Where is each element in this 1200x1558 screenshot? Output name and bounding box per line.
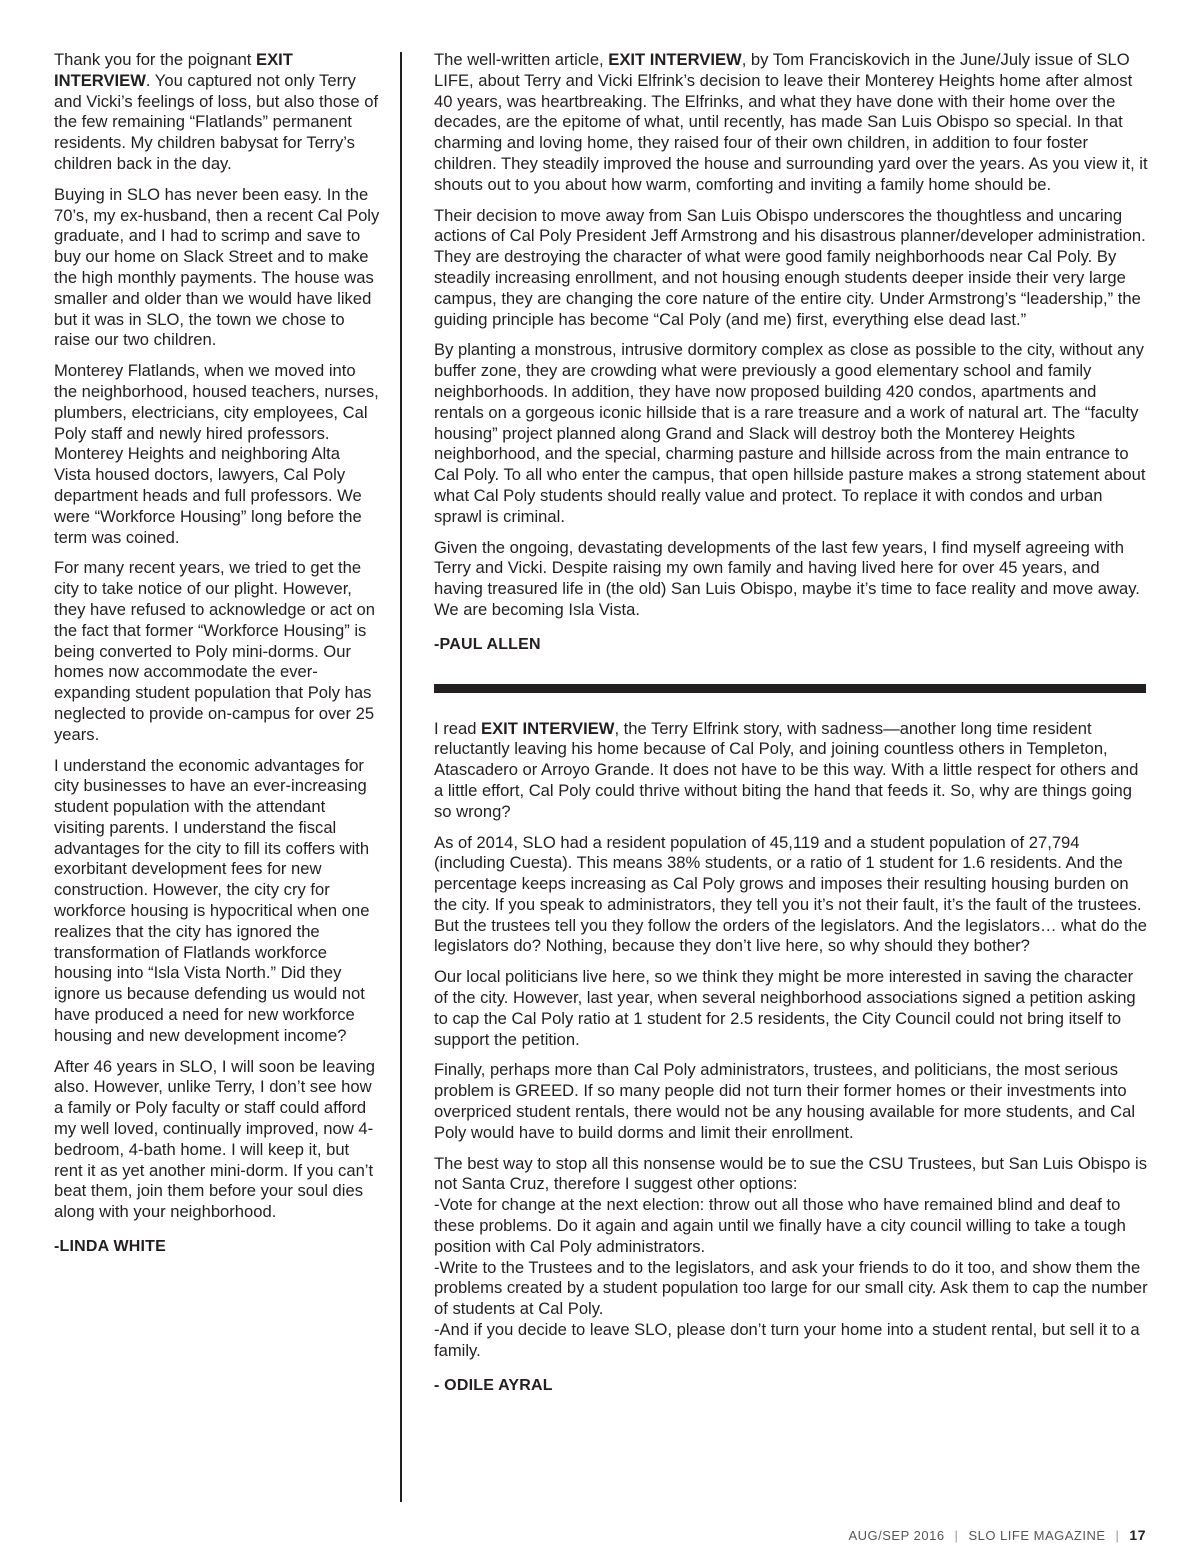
option-item: -And if you decide to leave SLO, please don’t turn your home into a student rental, but sell it to a family. (434, 1320, 1140, 1360)
letter-3-paragraph: Our local politicians live here, so we think they might be more interested in saving the character of the city. However, last year, when several neighborhood associations signed a petition asking to cap the Cal Poly ratio at 1 student for 2.5 residents, the City Council could not bring itself to support the petition. (434, 967, 1136, 1049)
letter-2-paragraph: The well-written article, EXIT INTERVIEW, by Tom Franciskovich in the June/July issue of SLO LIFE, about Terry and Vicki Elfrink’s decision to leave their Monterey Heights home after almost 40 years, was heartbreaking. The Elfrinks, and what they have done with their home over the decades, are the epitome of what, until recently, has made San Luis Obispo so special. In that charming and loving home, they raised four of their own children, in addition to four foster children. They steadily improved the house and surrounding yard over the years. As you view it, it shouts out to you about how warm, comforting and inviting a family home should be. (434, 50, 1148, 194)
letter-2-paragraph: By planting a monstrous, intrusive dormitory complex as close as possible to the city, without any buffer zone, they are crowding what were previously a good elementary school and family neighborhoods. In addition, they have now proposed building 420 condos, apartments and rentals on a gorgeous iconic hillside that is a rare treasure and a work of natural art. The “faculty housing” project planned along Grand and Slack will destroy both the Monterey Heights neighborhood, and the special, charming pasture and hillside across from the main entrance to Cal Poly. To all who enter the campus, that open hillside pasture makes a strong statement about what Cal Poly students should really value and protect. To replace it with condos and urban sprawl is criminal. (434, 340, 1146, 526)
letter-1-paragraph: Buying in SLO has never been easy. In the 70’s, my ex-husband, then a recent Cal Poly graduate, and I had to scrimp and save to buy our home on Slack Street and to make the high monthly payments. The house was smaller and older than we would have liked but it was in SLO, the town we chose to raise our two children. (54, 184, 380, 350)
letter-1-signature: -LINDA WHITE (54, 1238, 167, 1256)
option-item: -Vote for change at the next election: throw out all those who have remained blind and deaf to these problems. Do it again and again until we finally have a city council willing to take a tough position with Cal Poly administrators. (434, 1195, 1126, 1256)
letter-1-paragraph: Monterey Flatlands, when we moved into the neighborhood, housed teachers, nurses, plumbers, electricians, city employees, Cal Poly staff and newly hired professors. Monterey Heights and neighboring Alta Vista housed doctors, lawyers, Cal Poly department heads and full professors. We were “Workforce Housing” long before the term was coined. (54, 361, 379, 547)
letter-1-paragraph: Thank you for the poignant EXIT INTERVIEW. You captured not only Terry and Vicki’s feelings of loss, but also those of the few remaining “Flatlands” permanent residents. My children babysat for Terry’s children back in the day. (54, 50, 379, 173)
page-number: 17 (1129, 1527, 1146, 1543)
letter-3-paragraph (434, 1154, 1148, 1362)
letter-3-paragraph: Finally, perhaps more than Cal Poly administrators, trustees, and politicians, the most serious problem is GREED. If so many people did not turn their former homes or their investments into overpriced student rentals, there would not be any housing available for more students, and Cal Poly would have to build dorms and limit their enrollment. (434, 1060, 1136, 1142)
magazine-name: SLO LIFE MAGAZINE (968, 1528, 1106, 1543)
letter-1-paragraph: After 46 years in SLO, I will soon be leaving also. However, unlike Terry, I don’t see how a family or Poly faculty or staff could afford my well loved, continually improved, now 4-bedroom, 4-bath home. I will keep it, but rent it as yet another mini-dorm. If you can’t beat them, join them before your soul dies along with your neighborhood. (54, 1056, 375, 1222)
options-intro: The best way to stop all this nonsense would be to sue the CSU Trustees, but San Luis Obispo is not Santa Cruz, therefore I suggest other options: (434, 1153, 1148, 1194)
letter-2-signature: -PAUL ALLEN (434, 635, 541, 653)
letter-3-paragraph: I read EXIT INTERVIEW, the Terry Elfrink story, with sadness—another long time resident reluctantly leaving his home because of Cal Poly, and joining countless others in Templeton, Atascadero or Arroyo Grande. It does not have to be this way. With a little respect for others and a little effort, Cal Poly could thrive without biting the hand that feeds it. So, why are things going so wrong? (434, 718, 1139, 821)
left-column (54, 50, 380, 1258)
letter-2-paragraph: Their decision to move away from San Luis Obispo underscores the thoughtless and uncaring actions of Cal Poly President Jeff Armstrong and his disastrous planner/developer administration. They are destroying the character of what were good family neighborhoods near Cal Poly. By steadily increasing enrollment, and not housing enough students deeper inside their very large campus, they are changing the core nature of the entire city. Under Armstrong’s “leadership,” the guiding principle has become “Cal Poly (and me) first, everything else dead last.” (434, 205, 1146, 329)
letter-3-paragraph: As of 2014, SLO had a resident population of 45,119 and a student population of 27,794 (including Cuesta). This means 38% students, or a ratio of 1 student for 1.6 residents. And the percentage keeps increasing as Cal Poly grows and imposes their resulting housing burden on the city. If you speak to administrators, they tell you it’s not their fault, it’s the fault of the trustees. But the trustees tell you they follow the orders of the legislators. And the legislators… what do the legislators do? Nothing, because they don’t live here, so why should they bother? (434, 832, 1148, 956)
letter-1-paragraph: I understand the economic advantages for city businesses to have an ever-increasing student population with the attendant visiting parents. I understand the fiscal advantages for the city to fill its coffers with exorbitant development fees for new construction. However, the city cry for workforce housing is hypocritical when one realizes that the city has ignored the transformation of Flatlands workforce housing into “Isla Vista North.” Did they ignore us because defending us would not have produced a need for new workforce housing and new development income? (54, 755, 370, 1045)
section-divider (434, 684, 1146, 693)
option-item: -Write to the Trustees and to the legislators, and ask your friends to do it too, and show them the problems created by a student population too large for our small city. Ask them to cap the number of students at Cal Poly. (434, 1257, 1148, 1319)
column-divider (400, 52, 402, 1502)
footer-separator: | (1115, 1528, 1120, 1543)
letter-2-paragraph: Given the ongoing, devastating developments of the last few years, I find myself agreeing with Terry and Vicki. Despite raising my own family and having lived here for over 45 years, and having treasured life in (the old) San Luis Obispo, maybe it’s time to face reality and move away. We are becoming Isla Vista. (434, 537, 1140, 619)
right-column (434, 50, 1148, 1396)
footer-separator: | (954, 1528, 959, 1543)
letter-1-paragraph: For many recent years, we tried to get the city to take notice of our plight. However, they have refused to acknowledge or act on the fact that former “Workforce Housing” is being converted to Poly mini-dorms. Our homes now accommodate the ever-expanding student population that Poly has neglected to provide on-campus for over 25 years. (54, 558, 376, 744)
letter-3-signature: - ODILE AYRAL (434, 1376, 553, 1394)
issue-date: AUG/SEP 2016 (848, 1528, 945, 1543)
page-footer (848, 1527, 1146, 1543)
